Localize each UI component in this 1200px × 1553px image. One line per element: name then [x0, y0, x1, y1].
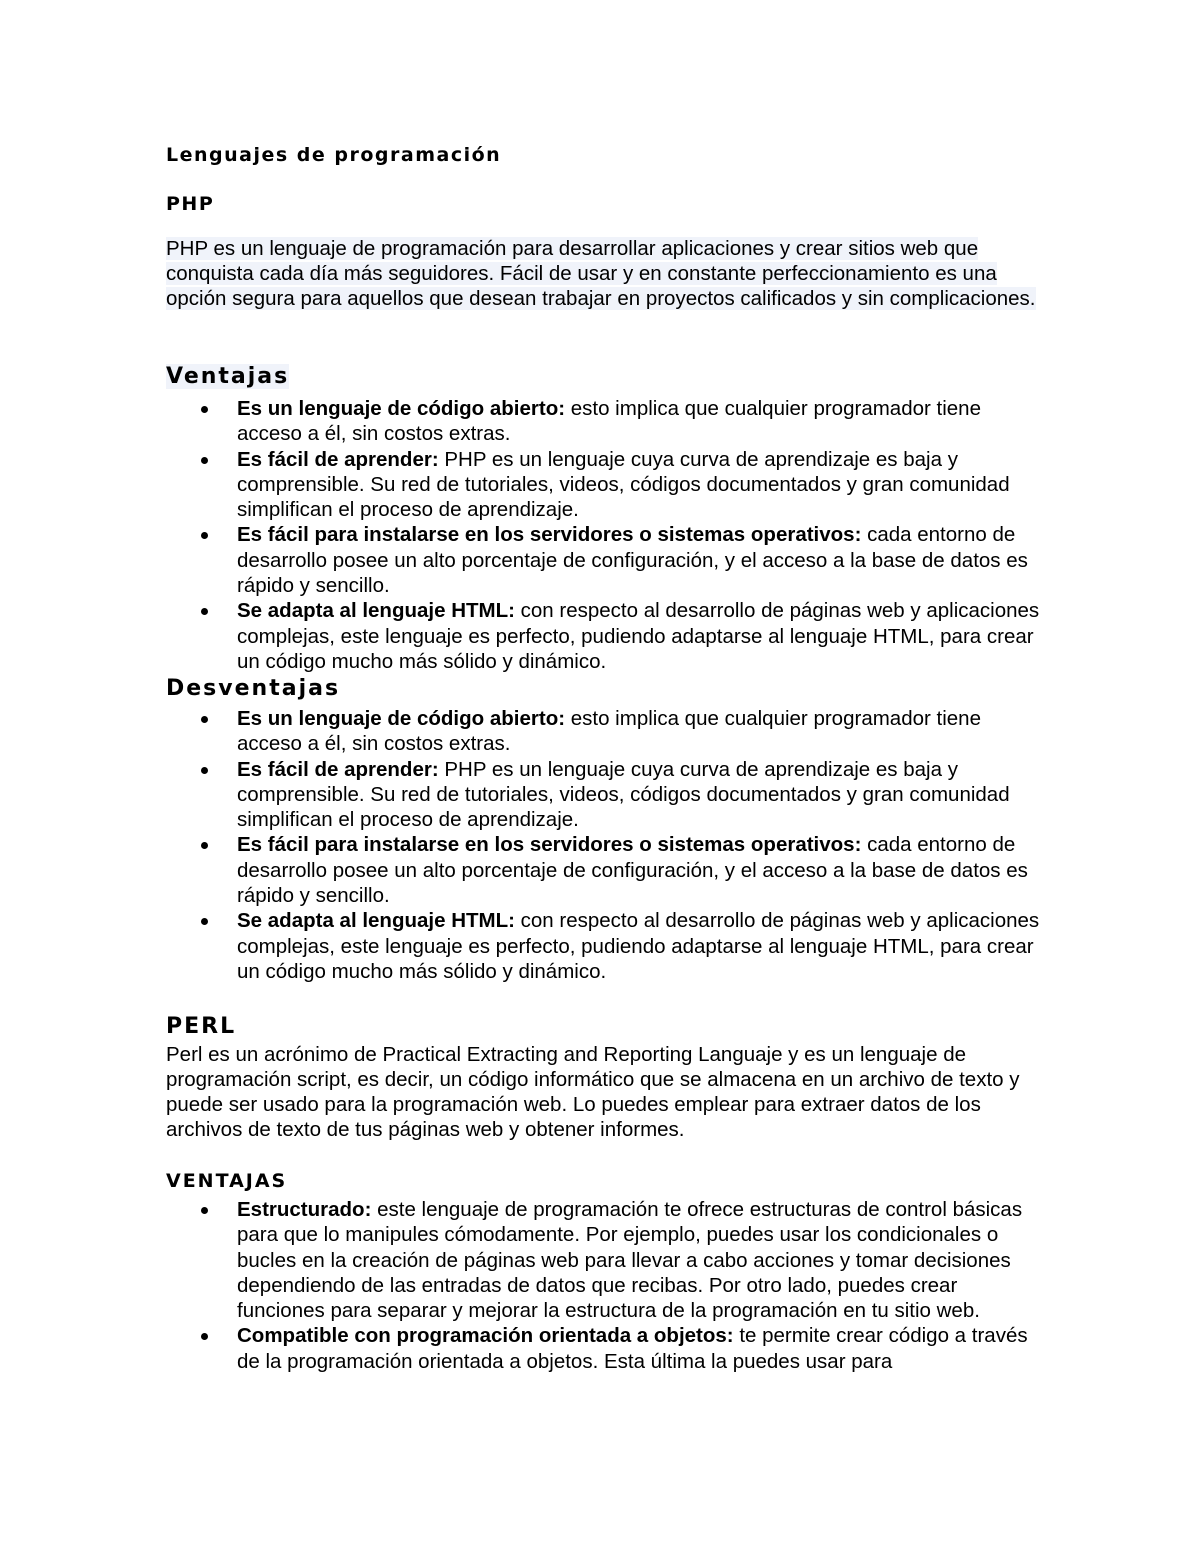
- list-item-term: Es fácil de aprender:: [237, 757, 439, 781]
- subheading-php-ventajas-text: Ventajas: [166, 364, 290, 389]
- list-item: [166, 522, 1046, 598]
- list-item-text: te permite crear código a través de la programación orientada a objetos. Esta última la puedes usar para: [237, 1324, 1028, 1373]
- section-heading-perl: PERL: [166, 1014, 237, 1039]
- list-item: [166, 1197, 1046, 1323]
- list-item-term: Compatible con programación orientada a objetos:: [237, 1324, 734, 1348]
- list-item-term: Estructurado:: [237, 1198, 372, 1221]
- bullet-icon: [201, 406, 208, 413]
- bullet-icon: [201, 608, 208, 615]
- php-ventajas-list: [166, 396, 1046, 674]
- list-item: [166, 598, 1046, 674]
- bullet-icon: [201, 1207, 208, 1214]
- php-desventajas-list: [166, 706, 1046, 984]
- list-item-term: Es un lenguaje de código abierto:: [237, 397, 566, 420]
- bullet-icon: [201, 457, 208, 464]
- list-item-term: Es fácil para instalarse en los servidores o sistemas operativos:: [237, 523, 862, 547]
- list-item: [166, 447, 1046, 523]
- list-item-text: cada entorno de desarrollo posee un alto porcentaje de configuración, y el acceso a la base de datos es rápido y sencillo.: [237, 523, 1028, 598]
- php-paragraph-text: PHP es un lenguaje de programación para desarrollar aplicaciones y crear sitios web que conquista cada día más seguidores. Fácil de usar y en constante perfeccionamiento es una opción segura para aquellos que desean trabajar en proyectos calificados y sin complicaciones.: [166, 237, 1036, 310]
- list-item-text: este lenguaje de programación te ofrece estructuras de control básicas para que lo manipules cómodamente. Por ejemplo, puedes usar los condicionales o bucles en la creación de páginas web para llevar a cabo acciones y tomar decisiones dependiendo de las entradas de datos que recibas. Por otro lado, puedes crear funciones para separar y mejorar la estructura de la programación en tu sitio web.: [237, 1198, 1023, 1323]
- list-item-term: Es un lenguaje de código abierto:: [237, 707, 566, 730]
- list-item-text: con respecto al desarrollo de páginas web y aplicaciones complejas, este lenguaje es perfecto, pudiendo adaptarse al lenguaje HTML, para crear un código mucho más sólido y dinámico.: [237, 909, 1040, 983]
- list-item: [166, 706, 1046, 757]
- list-item-text: esto implica que cualquier programador tiene acceso a él, sin costos extras.: [237, 397, 981, 446]
- php-paragraph: [166, 236, 1046, 311]
- list-item: [166, 908, 1046, 984]
- list-item-term: Se adapta al lenguaje HTML:: [237, 909, 515, 933]
- document-title: Lenguajes de programación: [166, 144, 502, 166]
- perl-paragraph: Perl es un acrónimo de Practical Extracting and Reporting Languaje y es un lenguaje de programación script, es decir, un código informático que se almacena en un archivo de texto y puede ser usado para la programación web. Lo puedes emplear para extraer datos de los archivos de texto de tus páginas web y obtener informes.: [166, 1043, 1020, 1141]
- list-item: [166, 757, 1046, 833]
- bullet-icon: [201, 918, 208, 925]
- perl-ventajas-list: [166, 1197, 1046, 1374]
- bullet-icon: [201, 716, 208, 723]
- list-item: [166, 832, 1046, 908]
- list-item-text: cada entorno de desarrollo posee un alto porcentaje de configuración, y el acceso a la base de datos es rápido y sencillo.: [237, 833, 1028, 908]
- bullet-icon: [201, 532, 208, 539]
- list-item-text: PHP es un lenguaje cuya curva de aprendizaje es baja y comprensible. Su red de tutoriales, videos, códigos documentados y gran comunidad simplifican el proceso de aprendizaje.: [237, 447, 1010, 522]
- list-item-term: Es fácil para instalarse en los servidores o sistemas operativos:: [237, 833, 862, 857]
- list-item: [166, 1323, 1046, 1374]
- section-heading-php: PHP: [166, 193, 215, 215]
- list-item-term: Es fácil de aprender:: [237, 447, 439, 471]
- list-item-text: PHP es un lenguaje cuya curva de aprendizaje es baja y comprensible. Su red de tutoriales, videos, códigos documentados y gran comunidad simplifican el proceso de aprendizaje.: [237, 757, 1010, 832]
- subheading-perl-ventajas: VENTAJAS: [166, 1170, 288, 1192]
- list-item-text: con respecto al desarrollo de páginas web y aplicaciones complejas, este lenguaje es perfecto, pudiendo adaptarse al lenguaje HTML, para crear un código mucho más sólido y dinámico.: [237, 599, 1040, 673]
- bullet-icon: [201, 767, 208, 774]
- list-item: [166, 396, 1046, 447]
- bullet-icon: [201, 1333, 208, 1340]
- bullet-icon: [201, 842, 208, 849]
- list-item-term: Se adapta al lenguaje HTML:: [237, 599, 515, 623]
- list-item-text: esto implica que cualquier programador tiene acceso a él, sin costos extras.: [237, 707, 981, 756]
- subheading-php-ventajas: [166, 364, 289, 389]
- subheading-php-desventajas: Desventajas: [166, 676, 341, 701]
